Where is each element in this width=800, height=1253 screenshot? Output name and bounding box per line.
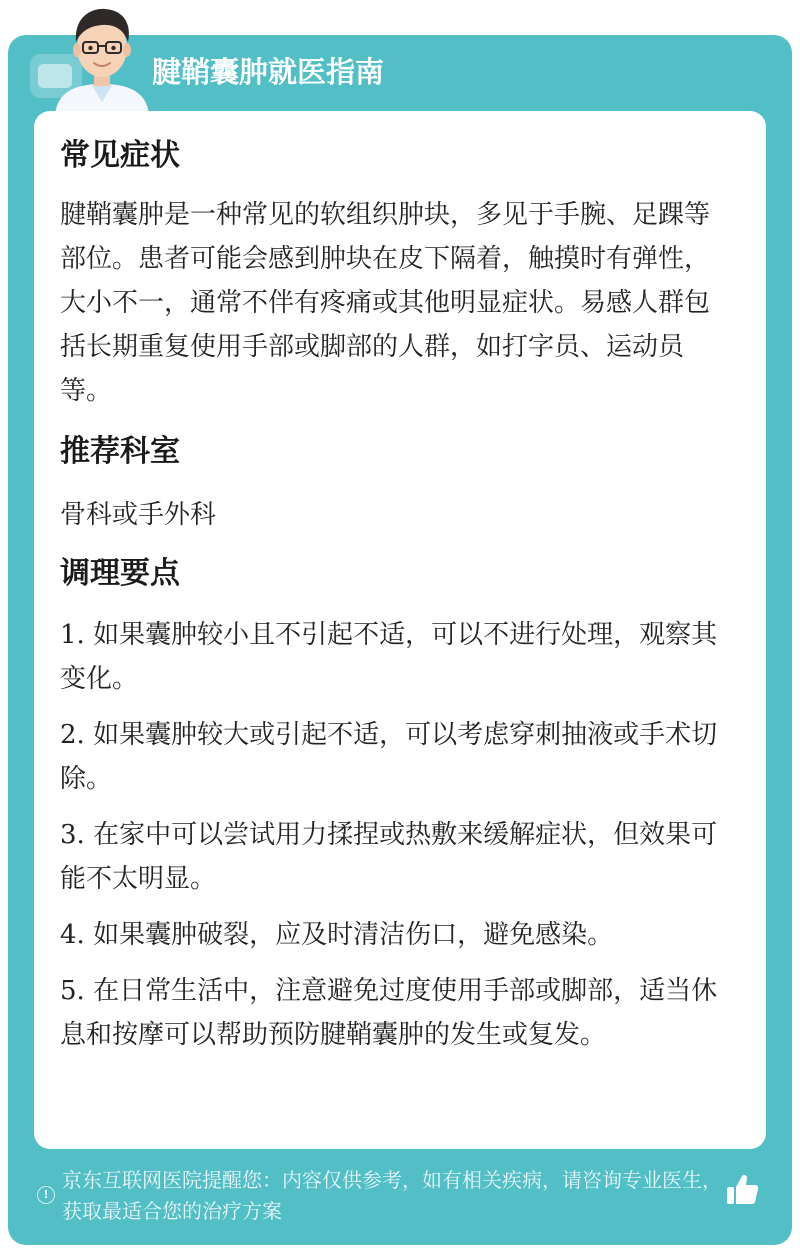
list-item <box>60 969 730 1057</box>
list-item-number: 2. <box>60 720 85 750</box>
section-heading-department: 推荐科室 <box>60 434 180 469</box>
list-item <box>60 713 730 801</box>
list-item-number: 5. <box>60 976 85 1006</box>
info-icon: ! <box>37 1186 55 1204</box>
list-item <box>60 913 730 957</box>
footer-disclaimer: 京东互联网医院提醒您：内容仅供参考，如有相关疾病，请咨询专业医生，获取最适合您的治疗方案 <box>62 1168 722 1223</box>
thumbs-up-icon[interactable] <box>724 1172 760 1208</box>
card-content <box>60 133 730 1057</box>
list-item <box>60 813 730 901</box>
list-item-text: 在日常生活中，注意避免过度使用手部或脚部，适当休息和按摩可以帮助预防腱鞘囊肿的发生或复发。 <box>60 976 718 1050</box>
list-item-text: 在家中可以尝试用力揉捏或热敷来缓解症状，但效果可能不太明显。 <box>60 820 718 894</box>
list-item-number: 3. <box>60 820 85 850</box>
symptoms-text: 腱鞘囊肿是一种常见的软组织肿块，多见于手腕、足踝等部位。患者可能会感到肿块在皮下隔着，触摸时有弹性，大小不一，通常不伴有疼痛或其他明显症状。易感人群包括长期重复使用手部或脚部的人群，如打字员、运动员等。 <box>60 200 711 406</box>
list-item-number: 4. <box>60 920 85 950</box>
content-card <box>34 111 766 1149</box>
page-title: 腱鞘囊肿就医指南 <box>152 55 385 89</box>
list-item-text: 如果囊肿较小且不引起不适，可以不进行处理，观察其变化。 <box>60 620 718 694</box>
list-item-text: 如果囊肿较大或引起不适，可以考虑穿刺抽液或手术切除。 <box>60 720 718 794</box>
doctor-avatar <box>45 0 160 115</box>
department-text: 骨科或手外科 <box>60 500 217 530</box>
list-item-text: 如果囊肿破裂，应及时清洁伤口，避免感染。 <box>93 920 614 950</box>
list-item-number: 1. <box>60 620 85 650</box>
section-heading-symptoms: 常见症状 <box>60 138 180 173</box>
section-heading-care: 调理要点 <box>60 556 180 591</box>
list-item <box>60 613 730 701</box>
